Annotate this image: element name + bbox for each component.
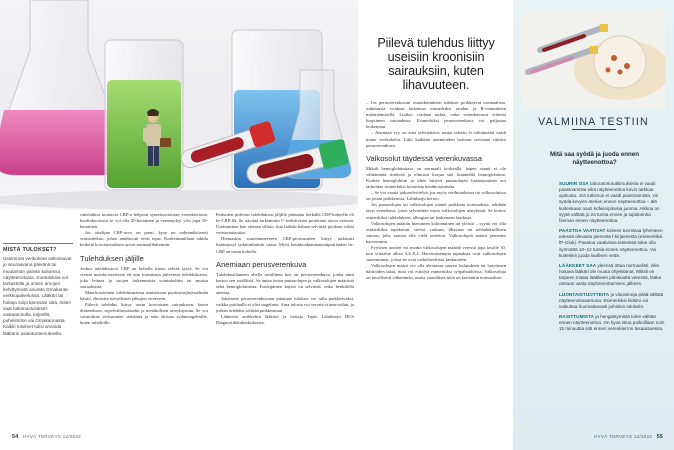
panel-title-rule bbox=[572, 129, 616, 130]
col1-subheading: Tulehduksen jäljille bbox=[80, 253, 144, 263]
panel-title-text: VALMIINA TESTIIN bbox=[538, 116, 649, 128]
article-column-3 bbox=[366, 100, 506, 282]
col3-paragraph-7: Fyysisen tautien voi monia valkosolujen määrää veressä jopa tasolle 30, kun viitealue alkaa 3,4–8,2. Harvinaisempia tapauksia ovat valkosolujen suurentumat, joissa ne ovat vaihteluvälissä keskuuteen. bbox=[366, 244, 506, 263]
article-headline: Piilevä tulehdus liittyy useisiin kroonisiin sairauksiin, kuten lihavuuteen. bbox=[377, 36, 495, 92]
panel-subtitle: Mitä saa syödä ja juoda ennen näytteenottoa? bbox=[549, 151, 640, 166]
col1-paragraph-3: Joskus tulehdusarvo CRP on koholla ilman selvää syytä. Se voi viestiä matala-asteisesta eli niin kutsutusta piilevästä tulehduksesta, joka lettuaa ja suojen tiukemmista sointukolttin tai muista sairauksista. bbox=[80, 265, 208, 289]
panel-title bbox=[513, 117, 674, 130]
col3-paragraph-1: – Jos perusverenkuvan osatutkimuksen tulokset poikkeavat normaalista, tutkimusta voidaan tarkentaa esimerkiksi raudan ja B-vitamiinien määrittämisellä. Lisäksi voidaan tutkia, onko verenkuvassa viitteitä luuytimen sairaudesta. Esimerkiksi perusverenkuva voi paljastaa leukemian. bbox=[366, 100, 506, 130]
right-page-number: 55 bbox=[656, 434, 663, 440]
col2-subheading: Anemiaan perusverenkuva bbox=[216, 259, 307, 269]
col2-paragraph-1: Parhaiten piilevän tulehduksen jäljille päästään herkällä CRP-kokeella eli hs-CRP:llä. Se näyttää tarkemmin C-reaktiivisen proteiinin tason veressä. Useimmiten koe otetaan silloin, kun lääkäri haluaa selvittää potilaan riskiä verisuonitautiin. bbox=[216, 212, 354, 236]
col1-paragraph-4: Matala-asteinen tulehdusmaissa muistetaan puolustusjärjestelmän häiriö, ehtoisiin turvallisten jalkojen oireeseen. bbox=[80, 289, 208, 302]
info-panel bbox=[513, 0, 674, 450]
left-page-footer bbox=[12, 434, 81, 440]
panel-item-keyword: SUURIN OSA bbox=[559, 181, 589, 186]
sidebar-body: Useimmat verikokeet valmistuvat jo seuraavana päivänä tai muutaman päivän kuluessa näytteenotosta. Koetuloksia voi tarkastella ja omien arvojen kehittymistä seurata Omakanta-verkkopalvelussa. Lääkäri tai hoitaja soipi kanssasi siitä, miten saat tutkimustulokset: vastaanotolla, kirjeellä, puhelimitse vai Omakannasta. Kaikki tulokset tulisi arvioida lääkärin asiantuntemuksella. bbox=[3, 256, 72, 336]
col3-paragraph-2: – Anemian syy on aina selvitettävä, mutta sekään ei välttämättä vaadi muita verikokeita. Liiki kaikkiin anemioiden hoitoon tarvitaan riittävä perusverenkuva. bbox=[366, 130, 506, 148]
left-page-number: 54 bbox=[12, 434, 19, 440]
panel-item-text: ja vitamiineja pitää välttää näytteenottoaamuna. Esimerkiksi biotiini voi vaikuttaa huomattavasti joihinkin tuloksiin. bbox=[559, 291, 664, 309]
right-page-footer bbox=[513, 434, 663, 440]
col2-paragraph-4: Jokaiseen perusverenkuvaan mitataan tulokset voi tulla poikkeavaksi, vaikka potilaalla ei olisi ongelmia. Aina tulosta voi verrata viitearvoihin, ja joskus tulehdus selittää poikkeaman. bbox=[216, 296, 354, 314]
panel-item-text: ja hengästymistä tulee välttää ennen näytteenottoa. On hyvä istua paikoillaan noin 15 minuuttia sitä ennen verenkierron tasaantuessa. bbox=[559, 313, 665, 332]
col3-paragraph-5: Jos punasolujen tai valkosolujen määrä poikkeaa normaalista, tehdään täysi verenkuva, jossa selvitetään myös valkosolujen alaryhmät. Se kertoo esimerkiksi tulehduksen, allergian tai leukemian laadusta. bbox=[366, 202, 506, 220]
panel-item-keyword: LÄÄKKEET SAA bbox=[559, 262, 597, 268]
panel-item bbox=[559, 292, 665, 310]
col1-paragraph-2: Jos ottelijan CRP-arvo on pieni, kyse on todennäköisesti virusinfektio, johon antibiootit eivät tepsi. Korkeimmillaan tahtila korkein koronaviruksen arvon normaalilukemiin. bbox=[80, 230, 208, 248]
panel-item-text: kokeen tunnistaa lyhenteen edessä olevasta pienestä f-kirjaimesta (esimerkiksi fP-Gluk). Paastoa vaativissa testeissä tulee olla syömättä 10–12 tuntia ennen näytteenottoa. Voi kuitenkin juoda laulliven vettä. bbox=[559, 228, 663, 258]
article-column-2 bbox=[216, 212, 354, 327]
panel-item-keyword: RASITTUMISTA bbox=[559, 313, 595, 319]
col1-paragraph-1: rintelohkot tuottavat CRP:n helposti syntetisoitavaan verenkiertoon, kuolinkoorossa se voi olla 20-kertainen ja veremyrkyt ylös jopa 50-kertainen. bbox=[80, 212, 208, 230]
panel-item bbox=[559, 314, 665, 332]
left-footer-text: HYVÄ TERVEYS 12/2022 bbox=[22, 434, 81, 439]
panel-item-keyword: LUONTAISTUOTTEITA bbox=[559, 291, 610, 297]
col2-paragraph-2: Hiemaskin suurentuneeseen CRP-pitoisuuteen liittyy tutkitusti lisääntynyt sydäninfarktin vaara. Myös keuhkoahtaumatautipotilaiden hs-CRP on usein koholla. bbox=[216, 236, 354, 254]
col3-paragraph-6: Valkosolujen määrän hienoinen kohoaminen on yleistä – syynä voi olla esimerkiksi tupakointi, stressi, raskaus, lihavuus tai tulehduksellinen sairaus, joka saattaa olla vielä oireeton. Valkosolujen määrä pienenee harvemmin. bbox=[366, 220, 506, 244]
col2-paragraph-3: Tulehdustilanteen ohella tavallinen koe on perusverenkuva, jonka nimi kertoo sen sisällöstä. Se antaa tietoa punasolujen ja valkosolujen määrästä sekä hemoglobiinista. Ensisijainen käyttö on selvittää, onko henkilöllä anemia. bbox=[216, 271, 354, 295]
panel-item bbox=[559, 263, 665, 288]
right-footer-text: HYVÄ TERVEYS 12/2022 bbox=[594, 434, 653, 439]
panel-item-keyword: PAASTOA VAATIVAT bbox=[559, 228, 606, 234]
green-beaker bbox=[105, 40, 183, 190]
sidebar-rule bbox=[3, 243, 73, 244]
panel-body bbox=[559, 181, 665, 336]
article-column-1 bbox=[80, 212, 208, 327]
col3-paragraph-4: – Se voi vaatia jatkoselvittelyä, jos myös verihiutaleissa tai valkosoluissa on jotain poikkeavaa, Lahtiharju kertoo. bbox=[366, 190, 506, 202]
col3-paragraph-8: Valkosolujen määrä voi olla alentunut suuren kulutuksen tai luuytimen häiriöiden takia, mitä voi esiintyä esimerkiksi syöpähoidoissa. Valkosoluja on tavallisesti vähemmän, mutta vaarallisia niitä on kuitenkin normaaliset. bbox=[366, 263, 506, 281]
col1-paragraph-5: Piilevä tulehdus liittyy usein kroonisten sairauksien, kuten diabeteksen, sepelvaltimotaudin ja metabolisen oireyhtymän. Se voi vaurioittaa verisuonten seinämiä ja näin altistaa sydänongelmille, kuten infarktille. bbox=[80, 302, 208, 326]
panel-item-text: yleensä ottaa normaalisti, ellei hoitava lääkäri ole muuta ohjeistanut. Mikäli on tarpeen mitata lääkkeen pitoisuutta veressä, lääke otetaan vasta näytteenottamisen jälkeen. bbox=[559, 262, 662, 287]
col3-paragraph-3: Mikäli hemoglobiinitaso on normaali korkealla, hapen saanti ei ole välttämättä riittävää ja elimistö korjaa sitä lisäämällä hemoglobiinia. Korkea hemoglobiini ja tiheä liittyvä punasolujen lisääntyminen voi tarkoittaa esimerkiksi kroonista keuhkosairautta. bbox=[366, 165, 506, 190]
col3-subheading: Valkosolut täydessä verenkuvassa bbox=[366, 153, 482, 163]
lab-glassware-photo bbox=[0, 0, 358, 210]
col2-paragraph-5: Lähteenä artikkeliin lääkärit ja hoitaja Tapio Lahtiharju HUS Diagnostiikkakeskuksesta. bbox=[216, 314, 354, 326]
panel-item bbox=[559, 228, 665, 259]
sidebar-box bbox=[3, 243, 75, 337]
sidebar-title: MISTÄ TULOKSET? bbox=[3, 247, 57, 253]
panel-item-text: laboratoriotutkimuksista ei vaadi paastoamista eikä näytteenottoa kovin tarkkaa ajoitusta. Jos tutkimus ei vaadi paastoamista, voi syödä kevyen aterian ennen näytteenottoa – älä kuitenkaan nauti kofeiinipitoisia juomia. Aikkoa on syytä välttää jo 24 tuntia ennen ja tupakointia hieman ennen näytteenottoa. bbox=[559, 181, 660, 223]
blood-sample-image bbox=[522, 10, 665, 110]
panel-item bbox=[559, 181, 665, 224]
